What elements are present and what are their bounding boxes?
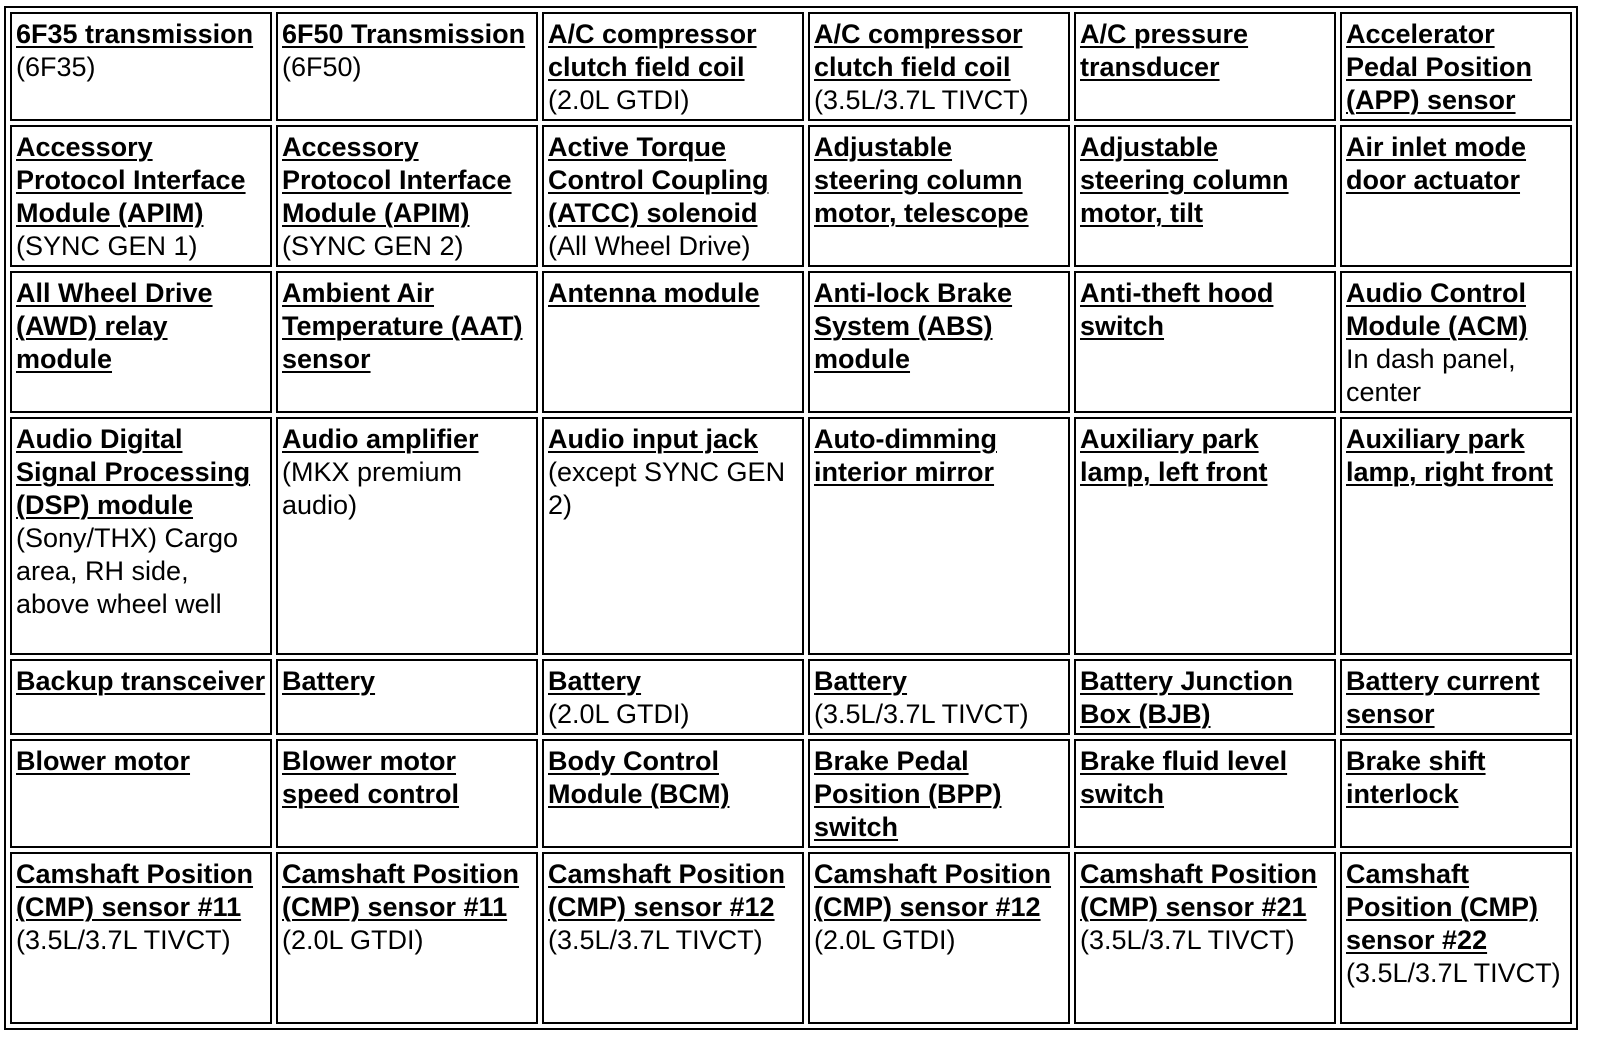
component-link[interactable]: Camshaft Position (CMP) sensor #22 xyxy=(1346,859,1538,955)
component-link[interactable]: Battery Junction Box (BJB) xyxy=(1080,666,1294,729)
table-row xyxy=(10,12,1572,121)
table-cell xyxy=(808,659,1070,735)
component-link[interactable]: Camshaft Position (CMP) sensor #11 xyxy=(282,859,520,922)
component-note: (3.5L/3.7L TIVCT) xyxy=(1080,925,1295,955)
component-link[interactable]: Auxiliary park lamp, right front xyxy=(1346,424,1553,487)
component-link[interactable]: Battery xyxy=(814,666,908,696)
table-row xyxy=(10,852,1572,1024)
table-row xyxy=(10,271,1572,413)
table-cell xyxy=(1074,739,1336,848)
component-link[interactable]: A/C pressure transducer xyxy=(1080,19,1249,82)
component-link[interactable]: Auxiliary park lamp, left front xyxy=(1080,424,1268,487)
table-cell xyxy=(276,12,538,121)
component-link[interactable]: Audio input jack xyxy=(548,424,759,454)
component-link[interactable]: Camshaft Position (CMP) sensor #12 xyxy=(814,859,1052,922)
table-cell xyxy=(1340,417,1572,655)
table-cell xyxy=(808,739,1070,848)
table-cell xyxy=(542,271,804,413)
component-note: (3.5L/3.7L TIVCT) xyxy=(1346,958,1561,988)
component-link[interactable]: A/C compressor clutch field coil xyxy=(548,19,757,82)
table-row xyxy=(10,417,1572,655)
table-cell xyxy=(542,659,804,735)
component-link[interactable]: Backup transceiver xyxy=(16,666,266,696)
component-link[interactable]: All Wheel Drive (AWD) relay module xyxy=(16,278,213,374)
component-link[interactable]: Audio Control Module (ACM) xyxy=(1346,278,1528,341)
component-link[interactable]: Blower motor speed control xyxy=(282,746,460,809)
table-cell xyxy=(1340,852,1572,1024)
table-cell xyxy=(1074,852,1336,1024)
table-cell xyxy=(10,739,272,848)
component-link[interactable]: Active Torque Control Coupling (ATCC) solenoid xyxy=(548,132,769,228)
component-link[interactable]: 6F35 transmission xyxy=(16,19,254,49)
table-cell xyxy=(1074,125,1336,267)
component-note: (3.5L/3.7L TIVCT) xyxy=(548,925,763,955)
table-cell xyxy=(1340,12,1572,121)
table-cell xyxy=(1340,659,1572,735)
component-note: (6F50) xyxy=(282,52,362,82)
component-link[interactable]: Anti-lock Brake System (ABS) module xyxy=(814,278,1013,374)
component-link[interactable]: Camshaft Position (CMP) sensor #12 xyxy=(548,859,786,922)
table-row xyxy=(10,659,1572,735)
table-cell xyxy=(10,125,272,267)
component-link[interactable]: A/C compressor clutch field coil xyxy=(814,19,1023,82)
component-link[interactable]: Accessory Protocol Interface Module (APIM) xyxy=(16,132,246,228)
component-link[interactable]: Camshaft Position (CMP) sensor #21 xyxy=(1080,859,1318,922)
table-cell xyxy=(1074,659,1336,735)
table-cell xyxy=(10,852,272,1024)
component-link[interactable]: Battery xyxy=(548,666,642,696)
component-location-table xyxy=(4,6,1578,1030)
component-note: (except SYNC GEN 2) xyxy=(548,457,786,520)
component-link[interactable]: Blower motor xyxy=(16,746,191,776)
table-cell xyxy=(542,12,804,121)
component-note: (MKX premium audio) xyxy=(282,457,463,520)
table-cell xyxy=(10,271,272,413)
table-row xyxy=(10,739,1572,848)
table-cell xyxy=(276,659,538,735)
table-cell xyxy=(808,417,1070,655)
table-cell xyxy=(808,125,1070,267)
table-cell xyxy=(1074,271,1336,413)
table-cell xyxy=(1074,12,1336,121)
component-note: (2.0L GTDI) xyxy=(814,925,956,955)
component-note: (SYNC GEN 2) xyxy=(282,231,464,261)
table-cell xyxy=(542,417,804,655)
component-link[interactable]: Adjustable steering column motor, tilt xyxy=(1080,132,1289,228)
component-link[interactable]: Antenna module xyxy=(548,278,760,308)
component-link[interactable]: Camshaft Position (CMP) sensor #11 xyxy=(16,859,254,922)
component-note: (3.5L/3.7L TIVCT) xyxy=(16,925,231,955)
table-cell xyxy=(542,852,804,1024)
table-cell xyxy=(542,739,804,848)
component-link[interactable]: Body Control Module (BCM) xyxy=(548,746,730,809)
component-note: (2.0L GTDI) xyxy=(548,699,690,729)
component-note: (3.5L/3.7L TIVCT) xyxy=(814,85,1029,115)
component-link[interactable]: Accessory Protocol Interface Module (APIM) xyxy=(282,132,512,228)
table-cell xyxy=(542,125,804,267)
component-link[interactable]: Brake fluid level switch xyxy=(1080,746,1288,809)
component-link[interactable]: Adjustable steering column motor, telescope xyxy=(814,132,1029,228)
component-note: (3.5L/3.7L TIVCT) xyxy=(814,699,1029,729)
table-cell xyxy=(10,417,272,655)
table-cell xyxy=(10,659,272,735)
component-link[interactable]: Battery xyxy=(282,666,376,696)
table-cell xyxy=(1074,417,1336,655)
component-link[interactable]: Brake shift interlock xyxy=(1346,746,1486,809)
component-link[interactable]: Audio Digital Signal Processing (DSP) module xyxy=(16,424,251,520)
component-note: In dash panel, center xyxy=(1346,344,1516,407)
component-link[interactable]: Air inlet mode door actuator xyxy=(1346,132,1527,195)
component-link[interactable]: Battery current sensor xyxy=(1346,666,1540,729)
table-cell xyxy=(10,12,272,121)
component-note: (6F35) xyxy=(16,52,96,82)
component-link[interactable]: Ambient Air Temperature (AAT) sensor xyxy=(282,278,523,374)
table-cell xyxy=(808,271,1070,413)
table-row xyxy=(10,125,1572,267)
table-cell xyxy=(276,739,538,848)
component-link[interactable]: Accelerator Pedal Position (APP) sensor xyxy=(1346,19,1533,115)
table-cell xyxy=(808,12,1070,121)
table-cell xyxy=(1340,271,1572,413)
component-note: (All Wheel Drive) xyxy=(548,231,751,261)
table-cell xyxy=(808,852,1070,1024)
component-note: (2.0L GTDI) xyxy=(282,925,424,955)
table-cell xyxy=(276,417,538,655)
table-cell xyxy=(276,125,538,267)
table-cell xyxy=(1340,125,1572,267)
component-link[interactable]: Auto-dimming interior mirror xyxy=(814,424,997,487)
component-note: (Sony/THX) Cargo area, RH side, above wheel well xyxy=(16,523,239,619)
component-link[interactable]: Audio amplifier xyxy=(282,424,479,454)
component-link[interactable]: Anti-theft hood switch xyxy=(1080,278,1274,341)
component-note: (2.0L GTDI) xyxy=(548,85,690,115)
component-link[interactable]: Brake Pedal Position (BPP) switch xyxy=(814,746,1002,842)
table-cell xyxy=(276,271,538,413)
component-link[interactable]: 6F50 Transmission xyxy=(282,19,526,49)
table-cell xyxy=(276,852,538,1024)
table-cell xyxy=(1340,739,1572,848)
component-note: (SYNC GEN 1) xyxy=(16,231,198,261)
